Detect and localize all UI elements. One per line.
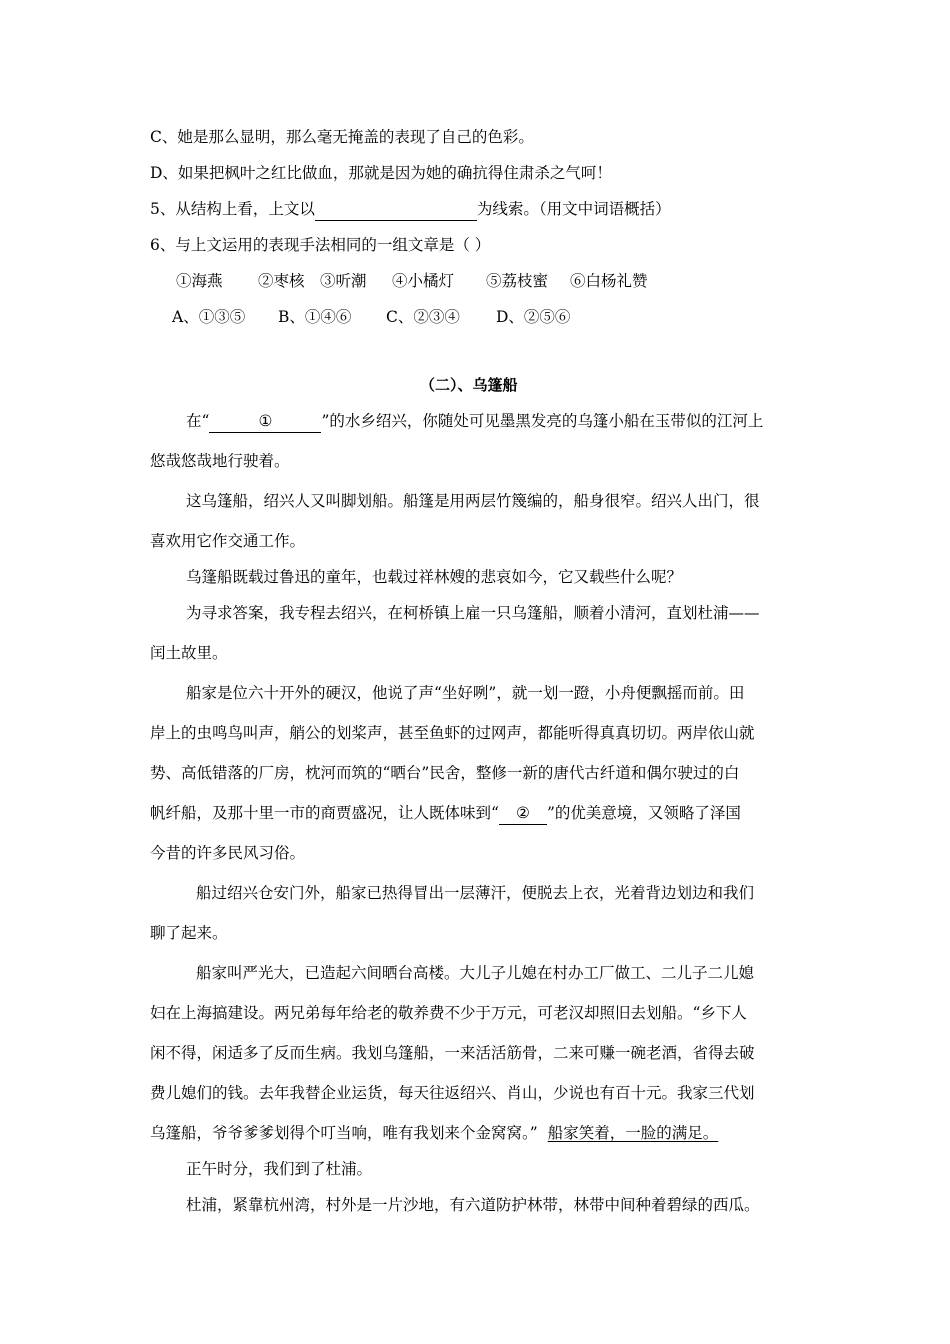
work-item: ⑤荔枝蜜 [486, 272, 549, 290]
paragraph-line [186, 410, 763, 433]
paragraph-line: 妇在上海搞建设。两兄弟每年给老的敬养费不少于万元，可老汉却照旧去划船。“乡下人 [150, 1004, 747, 1022]
p1-text-a: 在“ [186, 412, 210, 430]
work-item: ①海燕 [176, 272, 223, 290]
q5-suffix: 为线索。（用文中词语概括） [476, 200, 671, 218]
paragraph-line: 今昔的许多民风习俗。 [150, 844, 306, 862]
work-item: ②枣核 [258, 272, 305, 290]
option-c: C、她是那么显明，那么毫无掩盖的表现了自己的色彩。 [150, 128, 534, 146]
underlined-sentence: 船家笑着，一脸的满足。 [547, 1124, 719, 1142]
paragraph-line: 喜欢用它作交通工作。 [150, 532, 306, 550]
section-title: （二）、乌篷船 [420, 376, 518, 394]
paragraph-line [150, 1122, 718, 1144]
work-item: ③听潮 [320, 272, 367, 290]
p7-quote-end: 乌篷船，爷爷爹爹划得个叮当响，唯有我划来个金窝窝。” [150, 1124, 538, 1142]
option-d: D、如果把枫叶之红比做血，那就是因为她的确抗得住肃杀之气呵！ [150, 164, 612, 182]
paragraph-line: 正午时分，我们到了杜浦。 [186, 1160, 373, 1178]
paragraph-line: 势、高低错落的厂房，枕河而筑的“晒台”民舍，整修一新的唐代古纤道和偶尔驶过的白 [150, 764, 740, 782]
work-item: ④小橘灯 [392, 272, 455, 290]
paragraph-line [150, 802, 741, 825]
paragraph-line: 这乌篷船，绍兴人又叫脚划船。船篷是用两层竹篾编的，船身很窄。绍兴人出门，很 [186, 492, 760, 510]
paragraph-line: 为寻求答案，我专程去绍兴，在柯桥镇上雇一只乌篷船，顺着小清河，直划杜浦—— [186, 604, 760, 622]
paragraph-line: 船家叫严光大，已造起六间晒台高楼。大儿子儿媳在村办工厂做工、二儿子二儿媳 [196, 964, 755, 982]
p5-text-a: 帆纤船，及那十里一市的商贾盛况，让人既体味到“ [150, 804, 499, 822]
paragraph-line: 闰土故里。 [150, 644, 228, 662]
paragraph-line: 乌篷船既载过鲁迅的童年，也载过祥林嫂的悲哀如今，它又载些什么呢？ [186, 568, 683, 586]
paragraph-line: 船家是位六十开外的硬汉，他说了声“坐好咧”，就一划一蹬，小舟便飘摇而前。田 [186, 684, 745, 702]
blank-1[interactable]: ① [209, 410, 321, 433]
paragraph-line: 费儿媳们的钱。去年我替企业运货，每天往返绍兴、肖山，少说也有百十元。我家三代划 [150, 1084, 755, 1102]
paragraph-line: 岸上的虫鸣鸟叫声，艄公的划桨声，甚至鱼虾的过网声，都能听得真真切切。两岸依山就 [150, 724, 755, 742]
question-6: 6、与上文运用的表现手法相同的一组文章是（ ） [150, 236, 491, 254]
q5-prefix: 5、从结构上看，上文以 [150, 200, 315, 218]
blank-2[interactable]: ② [499, 802, 547, 825]
p5-text-b: ”的优美意境，又领略了泽国 [546, 804, 741, 822]
q5-answer-blank[interactable] [315, 198, 477, 221]
works-list [176, 270, 648, 292]
p1-text-b: ”的水乡绍兴，你随处可见墨黑发亮的乌篷小船在玉带似的江河上 [321, 412, 764, 430]
question-5 [150, 198, 671, 221]
paragraph-line: 悠哉悠哉地行驶着。 [150, 452, 290, 470]
choice-d[interactable]: D、②⑤⑥ [496, 308, 571, 326]
choice-c[interactable]: C、②③④ [386, 308, 460, 326]
paragraph-line: 闲不得，闲适多了反而生病。我划乌篷船，一来活活筋骨，二来可赚一碗老酒，省得去破 [150, 1044, 755, 1062]
choice-a[interactable]: A、①③⑤ [172, 308, 246, 326]
choice-b[interactable]: B、①④⑥ [278, 308, 352, 326]
answer-choices [172, 306, 570, 328]
paragraph-line: 聊了起来。 [150, 924, 228, 942]
work-item: ⑥白杨礼赞 [570, 272, 648, 290]
paragraph-line: 船过绍兴仓安门外，船家已热得冒出一层薄汗，便脱去上衣，光着背边划边和我们 [196, 884, 755, 902]
paragraph-line: 杜浦，紧靠杭州湾，村外是一片沙地，有六道防护林带，林带中间种着碧绿的西瓜。 [186, 1196, 760, 1214]
